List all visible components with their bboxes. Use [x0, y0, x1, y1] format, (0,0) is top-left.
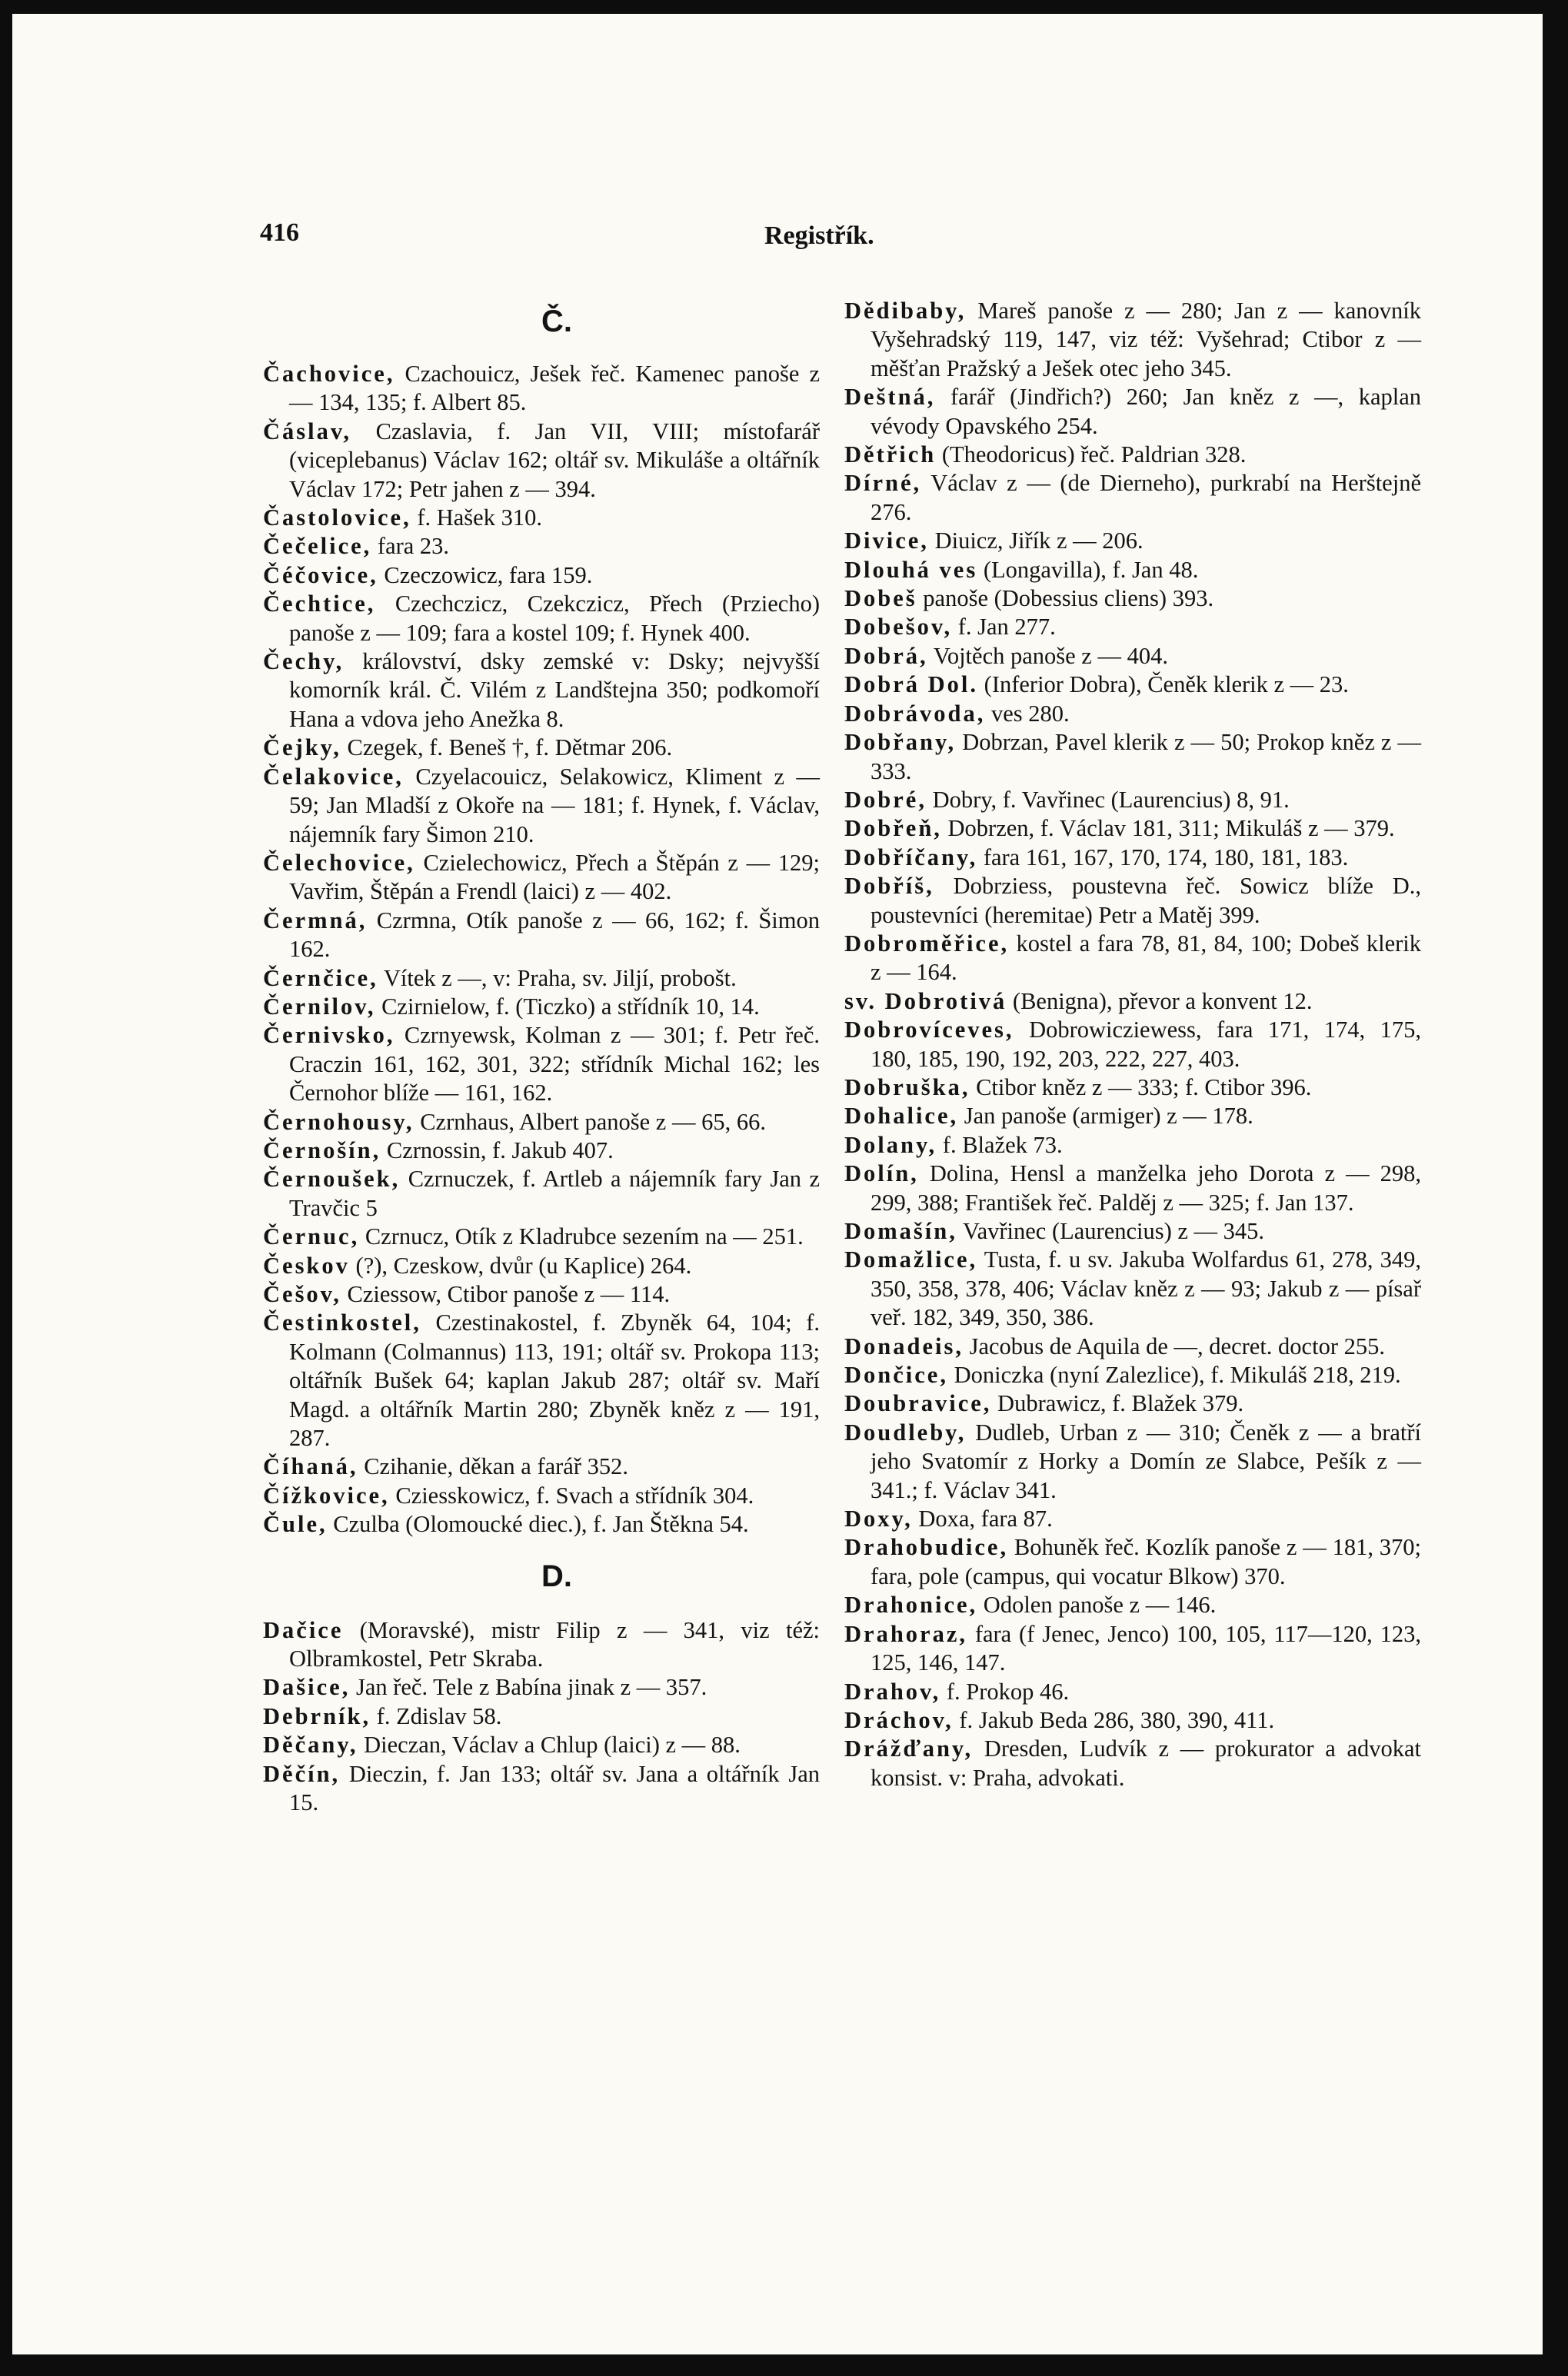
index-entry-headword: Drahobudice, [844, 1534, 1009, 1561]
index-entry-headword: Doxy, [844, 1506, 913, 1532]
index-entry-text: Cziessow, Ctibor panoše z — 114. [347, 1281, 671, 1307]
index-entry-headword: Čelakovice, [263, 763, 404, 790]
index-entry-headword: Děčany, [263, 1732, 358, 1759]
index-entry [263, 1165, 820, 1223]
entry-list-c [263, 360, 820, 1539]
index-entry-headword: Čečelice, [263, 533, 372, 560]
index-entry [844, 527, 1421, 555]
index-entry-text: Dobrowicziewess, fara 171, 174, 175, 180, 185, 190, 192, 203, 222, 227, 403. [871, 1017, 1421, 1072]
index-entry-text: Czyelacouicz, Selakowicz, Kliment z — 59; Jan Mladší z Okoře na — 181; f. Hynek, f. Václav, nájemník fary Šimon 210. [289, 763, 820, 847]
index-entry-text: Diuicz, Jiřík z — 206. [934, 527, 1144, 554]
index-entry-headword: Doudleby, [844, 1419, 967, 1446]
entry-list-d [263, 1616, 820, 1818]
index-entry [844, 786, 1421, 814]
index-entry-text: fara 161, 167, 170, 174, 180, 181, 183. [983, 844, 1349, 870]
index-entry [263, 1252, 820, 1280]
index-entry [844, 1505, 1421, 1533]
index-entry-headword: Dobroměřice, [844, 930, 1010, 957]
index-entry-headword: Doubravice, [844, 1390, 992, 1417]
index-entry [263, 1616, 820, 1674]
index-entry [844, 441, 1421, 469]
index-entry-headword: Domašín, [844, 1218, 957, 1244]
index-entry [844, 469, 1421, 527]
index-entry-headword: Dobřany, [844, 729, 957, 756]
index-entry [263, 532, 820, 561]
index-entry-headword: Debrník, [263, 1702, 371, 1729]
index-entry-text: Jan řeč. Tele z Babína jinak z — 357. [355, 1674, 707, 1701]
index-entry [263, 907, 820, 964]
index-entry-headword: Dobříčany, [844, 844, 978, 870]
index-entry [263, 647, 820, 734]
index-entry-text: kostel a fara 78, 81, 84, 100; Dobeš klerik z — 164. [871, 930, 1421, 986]
index-entry-text: panoše (Dobessius cliens) 393. [923, 585, 1214, 612]
index-entry [844, 1678, 1421, 1706]
index-entry-headword: Dlouhá ves [844, 556, 978, 583]
index-entry [844, 728, 1421, 786]
index-entry-headword: Častolovice, [263, 504, 411, 531]
index-entry-text: farář (Jindřich?) 260; Jan kněz z —, kaplan vévody Opavského 254. [871, 384, 1421, 439]
index-entry [844, 1533, 1421, 1591]
index-entry [844, 844, 1421, 872]
index-entry [263, 418, 820, 504]
index-entry-headword: Čížkovice, [263, 1482, 390, 1509]
index-entry [844, 1160, 1421, 1217]
book-page [12, 14, 1543, 2354]
index-entry-headword: Čule, [263, 1511, 328, 1538]
index-entry-text: Czegek, f. Beneš †, f. Dětmar 206. [347, 734, 673, 761]
index-entry-text: Dresden, Ludvík z — prokurator a advokat konsist. v: Praha, advokati. [871, 1735, 1421, 1791]
index-entry-headword: Černivsko, [263, 1022, 395, 1049]
index-entry-headword: Dobrá, [844, 642, 928, 669]
index-entry-text: Czachouicz, Ješek řeč. Kamenec panoše z — 134, 135; f. Albert 85. [289, 361, 820, 416]
index-entry-headword: Čechy, [263, 648, 345, 675]
index-entry-text: Jacobus de Aquila de —, decret. doctor 255. [969, 1333, 1385, 1359]
index-entry [844, 1389, 1421, 1418]
index-entry [844, 383, 1421, 441]
index-entry-text: (Longavilla), f. Jan 48. [983, 556, 1199, 583]
index-entry-headword: Čáslav, [263, 418, 352, 444]
index-entry [844, 1620, 1421, 1678]
index-entry-text: Václav z — (de Dierneho), purkrabí na Herštejně 276. [871, 470, 1421, 525]
index-entry [263, 1223, 820, 1251]
index-entry [844, 1591, 1421, 1619]
index-entry [844, 1016, 1421, 1073]
index-entry-headword: Dírné, [844, 470, 922, 497]
index-entry-headword: Drahoraz, [844, 1620, 967, 1647]
index-entry-headword: Černošín, [263, 1136, 381, 1163]
index-entry-text: Czrnucz, Otík z Kladrubce sezením na — 251. [365, 1223, 804, 1250]
index-entry-headword: sv. Dobrotivá [844, 987, 1007, 1014]
index-entry-headword: Češov, [263, 1281, 341, 1307]
index-entry-headword: Českov [263, 1252, 350, 1279]
index-entry-headword: Dohalice, [844, 1103, 959, 1130]
index-entry [844, 1131, 1421, 1160]
index-entry [263, 763, 820, 849]
index-entry [263, 1673, 820, 1702]
index-entry-text: Mareš panoše z — 280; Jan z — kanovník Vyšehradský 119, 147, viz též: Vyšehrad; Ctibor z — měšťan Pražský a Ješek otec jeho 345. [871, 298, 1421, 381]
index-entry-headword: Dobré, [844, 786, 927, 813]
index-entry-headword: Černilov, [263, 993, 376, 1020]
index-entry [844, 700, 1421, 728]
entry-list-right [844, 297, 1421, 1792]
left-column [263, 297, 820, 1818]
index-entry-headword: Drahonice, [844, 1592, 978, 1619]
index-entry [844, 556, 1421, 584]
index-entry-headword: Čejky, [263, 734, 341, 761]
index-entry-text: Doxa, fara 87. [918, 1506, 1053, 1532]
index-entry-text: f. Prokop 46. [946, 1678, 1070, 1705]
index-entry-text: ves 280. [991, 700, 1070, 727]
index-entry-text: Dobrzen, f. Václav 181, 311; Mikuláš z — 379. [947, 815, 1395, 842]
index-entry-text: Czrnuczek, f. Artleb a nájemník fary Jan z Travčic 5 [289, 1166, 820, 1221]
index-entry [263, 561, 820, 590]
index-entry-text: (Benigna), převor a konvent 12. [1012, 987, 1313, 1014]
index-entry-headword: Černuc, [263, 1223, 360, 1250]
index-entry-text: (Inferior Dobra), Čeněk klerik z — 23. [984, 671, 1349, 698]
index-entry [844, 1333, 1421, 1361]
index-entry-text: fara (f Jenec, Jenco) 100, 105, 117—120, 123, 125, 146, 147. [871, 1620, 1421, 1676]
index-entry [263, 964, 820, 993]
index-entry [263, 1136, 820, 1165]
index-entry [844, 987, 1421, 1016]
index-entry-text: Jan panoše (armiger) z — 178. [964, 1103, 1253, 1130]
index-entry [263, 734, 820, 762]
index-entry-text: Czechczicz, Czekczicz, Přech (Prziecho) panoše z — 109; fara a kostel 109; f. Hynek 400. [289, 591, 820, 646]
index-entry [263, 1760, 820, 1818]
index-entry-text: (?), Czeskow, dvůr (u Kaplice) 264. [355, 1252, 692, 1279]
index-entry [844, 297, 1421, 383]
index-entry-text: Bohuněk řeč. Kozlík panoše z — 181, 370; fara, pole (campus, qui vocatur Blkow) 370. [871, 1534, 1421, 1589]
index-entry-text: Czaslavia, f. Jan VII, VIII; místofarář (viceplebanus) Václav 162; oltář sv. Mikuláše a oltářník Václav 172; Petr jahen z — 394. [289, 418, 821, 502]
section-heading-d: D. [541, 1559, 572, 1593]
index-entry [263, 1309, 820, 1453]
index-entry-headword: Dobrávoda, [844, 700, 986, 727]
index-entry-text: Dolina, Hensl a manželka jeho Dorota z — 298, 299, 388; František řeč. Palděj z — 325; f. Jan 137. [871, 1160, 1422, 1216]
index-entry [844, 1102, 1421, 1130]
index-entry [263, 1280, 820, 1309]
index-entry [844, 1735, 1421, 1792]
index-entry-headword: Dašice, [263, 1674, 351, 1701]
index-entry [844, 642, 1421, 671]
index-entry [844, 1246, 1421, 1332]
index-entry-text: království, dsky zemské v: Dsky; nejvyšší komorník král. Č. Vilém z Landštejna 350; podkomoří Hana a vdova jeho Anežka 8. [289, 648, 820, 732]
index-entry-text: Dobrziess, poustevna řeč. Sowicz blíže D., poustevníci (heremitae) Petr a Matěj 399. [871, 873, 1421, 928]
index-entry [263, 590, 820, 647]
index-entry-headword: Čéčovice, [263, 561, 378, 588]
index-entry-headword: Dobeš [844, 585, 917, 612]
index-entry-headword: Číhaná, [263, 1453, 358, 1480]
index-entry [844, 872, 1421, 930]
index-entry [263, 1482, 820, 1510]
index-entry [263, 849, 820, 907]
index-entry-text: Vítek z —, v: Praha, sv. Jiljí, probošt. [383, 964, 737, 991]
index-entry [844, 814, 1421, 843]
index-entry-headword: Čelechovice, [263, 849, 415, 876]
index-entry [263, 1453, 820, 1481]
index-entry-text: Dieczan, Václav a Chlup (laici) z — 88. [364, 1732, 741, 1759]
index-entry-text: Czulba (Olomoucké diec.), f. Jan Štěkna 54. [333, 1511, 749, 1538]
index-entry-text: Czihanie, děkan a farář 352. [364, 1453, 628, 1480]
index-entry-headword: Dobříš, [844, 873, 934, 900]
index-entry-headword: Dobrovíceves, [844, 1017, 1014, 1043]
running-title: Registřík. [764, 221, 874, 250]
index-entry [263, 1108, 820, 1136]
index-entry [263, 1510, 820, 1539]
index-entry-text: f. Jakub Beda 286, 380, 390, 411. [959, 1706, 1275, 1733]
index-entry-headword: Čermná, [263, 907, 368, 933]
index-entry [844, 671, 1421, 699]
index-entry-headword: Černohousy, [263, 1108, 414, 1135]
index-entry [844, 1073, 1421, 1102]
index-entry-headword: Dačice [263, 1616, 344, 1643]
index-entry [844, 1706, 1421, 1735]
index-entry-headword: Dětřich [844, 441, 937, 468]
index-entry-text: Vojtěch panoše z — 404. [933, 642, 1168, 669]
index-entry-text: f. Zdislav 58. [376, 1702, 502, 1729]
index-entry-headword: Dráchov, [844, 1706, 954, 1733]
index-entry-headword: Donadeis, [844, 1333, 964, 1359]
index-entry-text: Czrnossin, f. Jakub 407. [386, 1136, 614, 1163]
index-entry-text: Dudleb, Urban z — 310; Čeněk z — a bratří jeho Svatomír z Horky a Domín ze Slabce, Pešík z — 341.; f. Václav 341. [871, 1419, 1422, 1503]
index-entry [844, 613, 1421, 641]
index-entry-headword: Divice, [844, 527, 929, 554]
index-entry-headword: Děčín, [263, 1760, 341, 1787]
index-entry-headword: Dobřeň, [844, 815, 942, 842]
index-entry-text: Czielechowicz, Přech a Štěpán z — 129; Vavřim, Štěpán a Frendl (laici) z — 402. [289, 849, 820, 905]
index-entry-text: Vavřinec (Laurencius) z — 345. [962, 1218, 1265, 1244]
section-heading-c: Č. [541, 304, 572, 338]
index-entry-text: Czrnhaus, Albert panoše z — 65, 66. [420, 1108, 766, 1135]
index-entry [844, 1217, 1421, 1246]
index-entry-text: Dubrawicz, f. Blažek 379. [997, 1390, 1244, 1417]
index-entry-text: f. Jan 277. [957, 614, 1056, 641]
index-entry-text: f. Hašek 310. [417, 504, 542, 531]
index-entry-headword: Čechtice, [263, 591, 376, 617]
index-entry-headword: Čachovice, [263, 361, 395, 387]
index-entry-text: fara 23. [377, 533, 450, 560]
index-entry [844, 1361, 1421, 1389]
index-entry [844, 930, 1421, 987]
index-entry-text: Czrmna, Otík panoše z — 66, 162; f. Šimon 162. [289, 907, 821, 963]
index-entry [844, 584, 1421, 613]
index-entry [263, 993, 820, 1021]
right-column [844, 297, 1421, 1792]
index-entry-headword: Černoušek, [263, 1166, 401, 1193]
index-entry-headword: Dolín, [844, 1160, 919, 1187]
page-number: 416 [260, 218, 299, 247]
index-entry-text: Doniczka (nyní Zalezlice), f. Mikuláš 218, 219. [954, 1362, 1401, 1389]
index-entry-text: Dobrzan, Pavel klerik z — 50; Prokop kněz z — 333. [871, 729, 1422, 784]
index-entry-text: Tusta, f. u sv. Jakuba Wolfardus 61, 278, 349, 350, 358, 378, 406; Václav kněz z — 93; Jakub z — písař veř. 182, 349, 350, 386. [871, 1246, 1421, 1331]
index-entry-headword: Dončice, [844, 1362, 948, 1389]
index-entry-headword: Dobrá Dol. [844, 671, 979, 698]
index-entry-text: f. Blažek 73. [942, 1131, 1063, 1158]
index-entry [263, 504, 820, 532]
index-entry-headword: Domažlice, [844, 1246, 978, 1273]
index-entry [263, 360, 820, 418]
index-entry-text: Czestinakostel, f. Zbyněk 64, 104; f. Kolmann (Colmannus) 113, 191; oltář sv. Prokopa 113; oltářník Bušek 64; kaplan Jakub 287; oltář sv. Maří Magd. a oltářník Martin 280; Zbyněk kněz z — 191, 287. [289, 1309, 820, 1452]
index-entry-headword: Deštná, [844, 384, 936, 411]
index-entry-text: Czirnielow, f. (Ticzko) a střídník 10, 14. [381, 993, 760, 1020]
index-entry-text: Ctibor kněz z — 333; f. Ctibor 396. [976, 1073, 1312, 1100]
index-entry-headword: Dobruška, [844, 1073, 970, 1100]
index-entry-headword: Čestinkostel, [263, 1309, 421, 1336]
index-entry-headword: Černčice, [263, 964, 378, 991]
index-entry-text: (Theodoricus) řeč. Paldrian 328. [941, 441, 1247, 468]
index-entry-text: (Moravské), mistr Filip z — 341, viz též: Olbramkostel, Petr Skraba. [289, 1616, 821, 1672]
index-entry-headword: Drahov, [844, 1678, 941, 1705]
index-entry-text: Czeczowicz, fara 159. [384, 561, 593, 588]
index-entry [844, 1419, 1421, 1505]
index-entry-text: Czrnyewsk, Kolman z — 301; f. Petr řeč. Craczin 161, 162, 301, 322; střídník Michal 162; les Černohor blíže — 161, 162. [289, 1022, 820, 1106]
index-entry [263, 1702, 820, 1731]
index-entry-text: Odolen panoše z — 146. [983, 1592, 1217, 1619]
index-entry-headword: Dědibaby, [844, 298, 967, 324]
index-entry-text: Cziesskowicz, f. Svach a střídník 304. [395, 1482, 754, 1509]
index-entry-headword: Dolany, [844, 1131, 937, 1158]
index-entry [263, 1731, 820, 1759]
index-entry-text: Dobry, f. Vavřinec (Laurencius) 8, 91. [932, 786, 1290, 813]
index-entry-text: Dieczin, f. Jan 133; oltář sv. Jana a oltářník Jan 15. [289, 1760, 820, 1816]
index-entry-headword: Dobešov, [844, 614, 953, 641]
index-entry-headword: Drážďany, [844, 1735, 974, 1762]
index-entry [263, 1021, 820, 1107]
